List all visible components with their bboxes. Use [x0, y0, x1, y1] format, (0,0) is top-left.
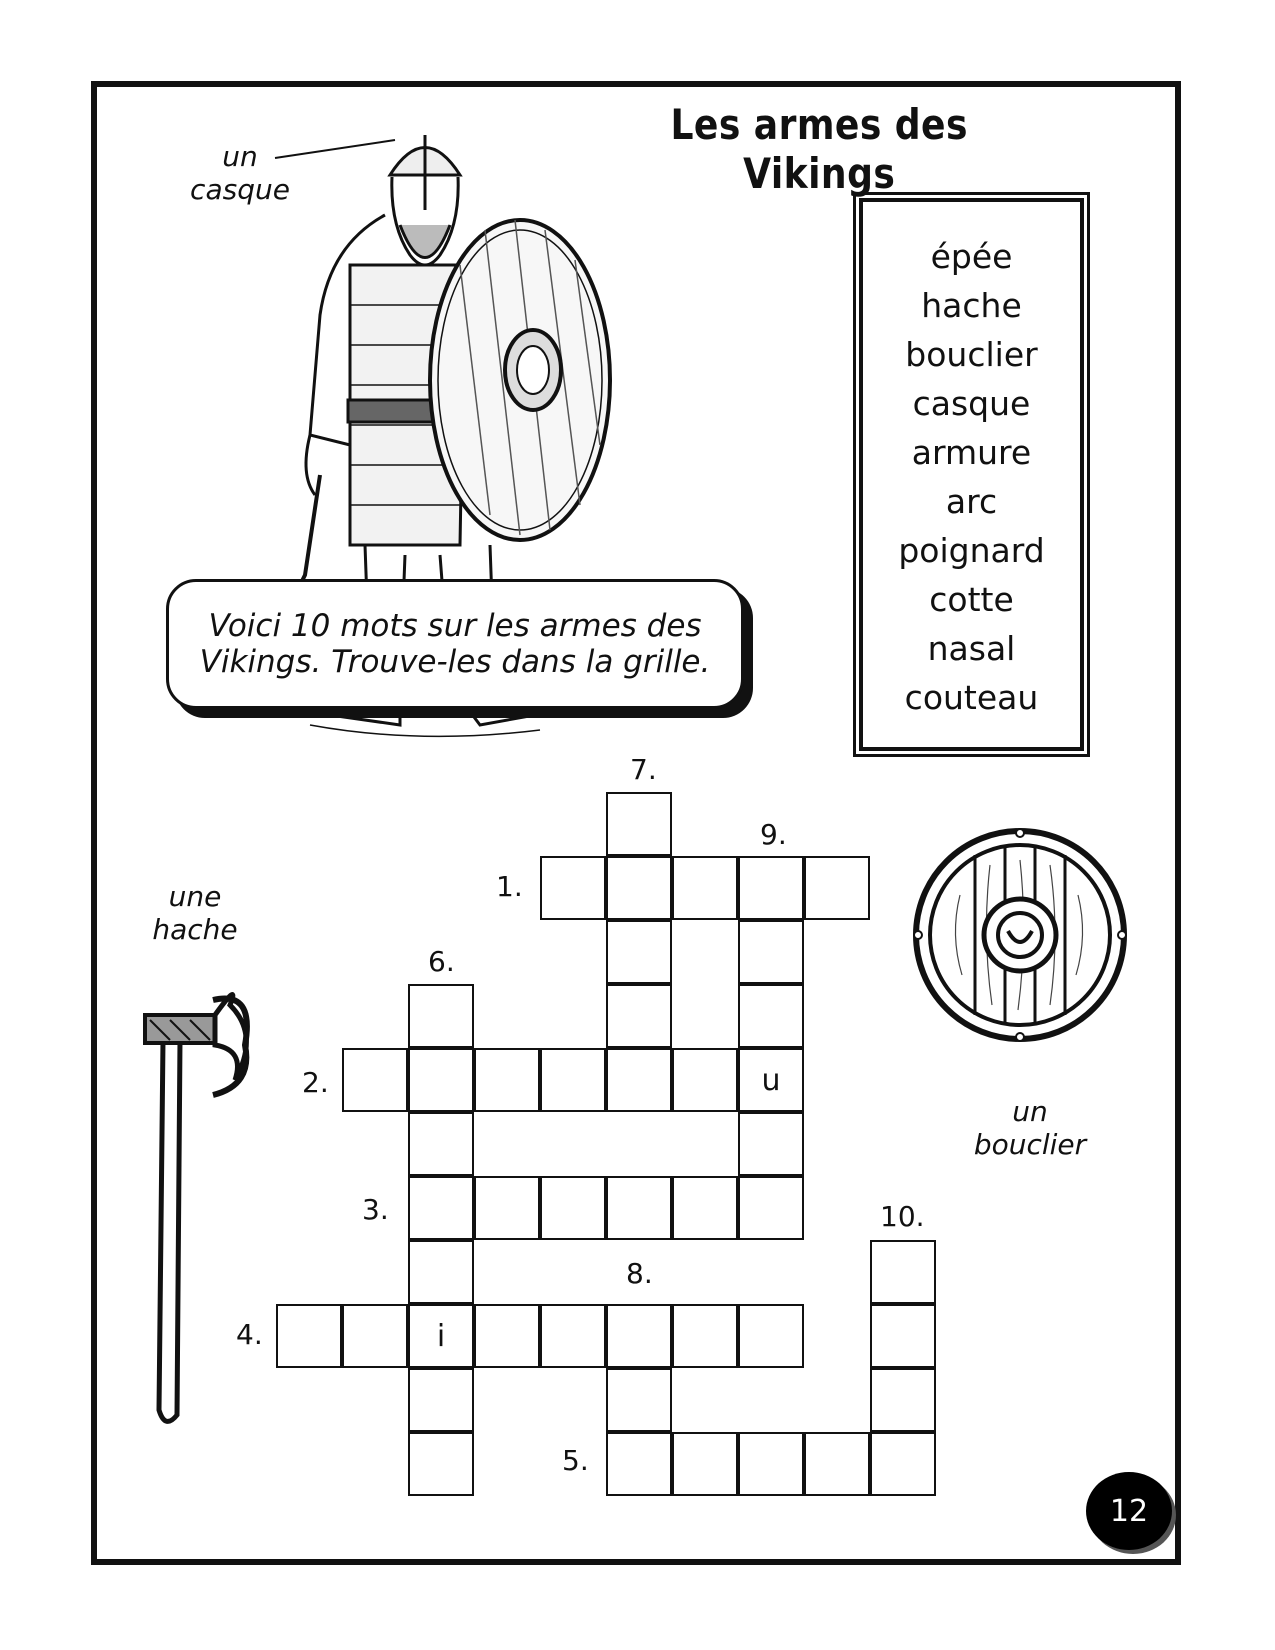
crossword-cell[interactable] [408, 984, 474, 1048]
clue-number-5: 5. [562, 1444, 589, 1477]
crossword-cell[interactable] [606, 792, 672, 856]
crossword-cell[interactable] [738, 1112, 804, 1176]
crossword-cell[interactable] [342, 1304, 408, 1368]
crossword-cell[interactable] [540, 1304, 606, 1368]
word-list-item: épée [930, 237, 1013, 276]
clue-number-7: 7. [630, 753, 657, 786]
crossword-cell[interactable] [870, 1368, 936, 1432]
page-number: 12 [1109, 1493, 1149, 1529]
clue-number-10: 10. [880, 1200, 925, 1233]
clue-number-6: 6. [428, 945, 455, 978]
crossword-cell[interactable] [738, 1432, 804, 1496]
crossword-cell[interactable] [540, 1176, 606, 1240]
crossword-cell[interactable] [738, 984, 804, 1048]
page-number-badge [1086, 1472, 1172, 1550]
crossword-cell[interactable] [870, 1432, 936, 1496]
crossword-cell[interactable] [474, 1176, 540, 1240]
shield-label: un bouclier [973, 1095, 1087, 1161]
crossword-cell[interactable] [606, 1304, 672, 1368]
crossword-cell[interactable] [738, 920, 804, 984]
axe-icon [135, 990, 255, 1440]
page-title: Les armes des Vikings [670, 100, 968, 198]
crossword-cell[interactable] [408, 1368, 474, 1432]
clue-number-4: 4. [236, 1318, 263, 1351]
crossword-cell[interactable] [672, 1176, 738, 1240]
clue-number-3: 3. [362, 1193, 389, 1226]
word-list-item: poignard [898, 531, 1045, 570]
clue-number-1: 1. [496, 870, 523, 903]
word-list-item: couteau [904, 678, 1039, 717]
word-list-item: casque [912, 384, 1031, 423]
instructions-bubble [166, 579, 744, 709]
crossword-cell[interactable] [408, 1432, 474, 1496]
crossword-cell[interactable] [870, 1240, 936, 1304]
crossword-cell[interactable] [540, 1048, 606, 1112]
crossword-cell[interactable] [474, 1304, 540, 1368]
crossword-cell[interactable] [672, 1432, 738, 1496]
crossword-cell[interactable] [606, 984, 672, 1048]
word-list-item: armure [911, 433, 1032, 472]
crossword-cell[interactable] [606, 1048, 672, 1112]
crossword-cell[interactable] [738, 1304, 804, 1368]
word-list-item: cotte [929, 580, 1014, 619]
crossword-cell[interactable]: i [408, 1304, 474, 1368]
crossword-cell[interactable] [540, 856, 606, 920]
crossword-cell[interactable] [408, 1240, 474, 1304]
word-list-item: bouclier [905, 335, 1038, 374]
crossword-cell[interactable] [738, 856, 804, 920]
helmet-label: un casque [190, 140, 290, 206]
crossword-cell[interactable] [276, 1304, 342, 1368]
crossword-cell[interactable] [870, 1304, 936, 1368]
word-list-item: hache [921, 286, 1022, 325]
crossword-cell[interactable] [804, 856, 870, 920]
crossword-cell[interactable] [408, 1048, 474, 1112]
crossword-cell[interactable] [474, 1048, 540, 1112]
crossword-cell[interactable] [738, 1176, 804, 1240]
clue-number-8: 8. [626, 1257, 653, 1290]
crossword-cell[interactable] [606, 1368, 672, 1432]
crossword-cell[interactable] [672, 1048, 738, 1112]
crossword-cell[interactable] [804, 1432, 870, 1496]
word-list [863, 202, 1080, 722]
word-list-item: arc [945, 482, 998, 521]
axe-label: une hache [152, 880, 238, 946]
crossword-cell[interactable] [408, 1176, 474, 1240]
clue-number-2: 2. [302, 1066, 329, 1099]
round-shield-icon [910, 825, 1130, 1045]
crossword-cell[interactable] [606, 1176, 672, 1240]
crossword-cell[interactable] [672, 1304, 738, 1368]
crossword-cell[interactable] [606, 1432, 672, 1496]
crossword-cell[interactable] [408, 1112, 474, 1176]
crossword-cell[interactable] [606, 856, 672, 920]
word-list-box [859, 198, 1084, 751]
crossword-cell[interactable] [342, 1048, 408, 1112]
crossword-cell[interactable] [672, 856, 738, 920]
crossword-cell[interactable]: u [738, 1048, 804, 1112]
instructions-text: Voici 10 mots sur les armes des Vikings. Trouve-les dans la grille. [199, 608, 711, 680]
crossword-cell[interactable] [606, 920, 672, 984]
clue-number-9: 9. [760, 818, 787, 851]
word-list-item: nasal [927, 629, 1016, 668]
